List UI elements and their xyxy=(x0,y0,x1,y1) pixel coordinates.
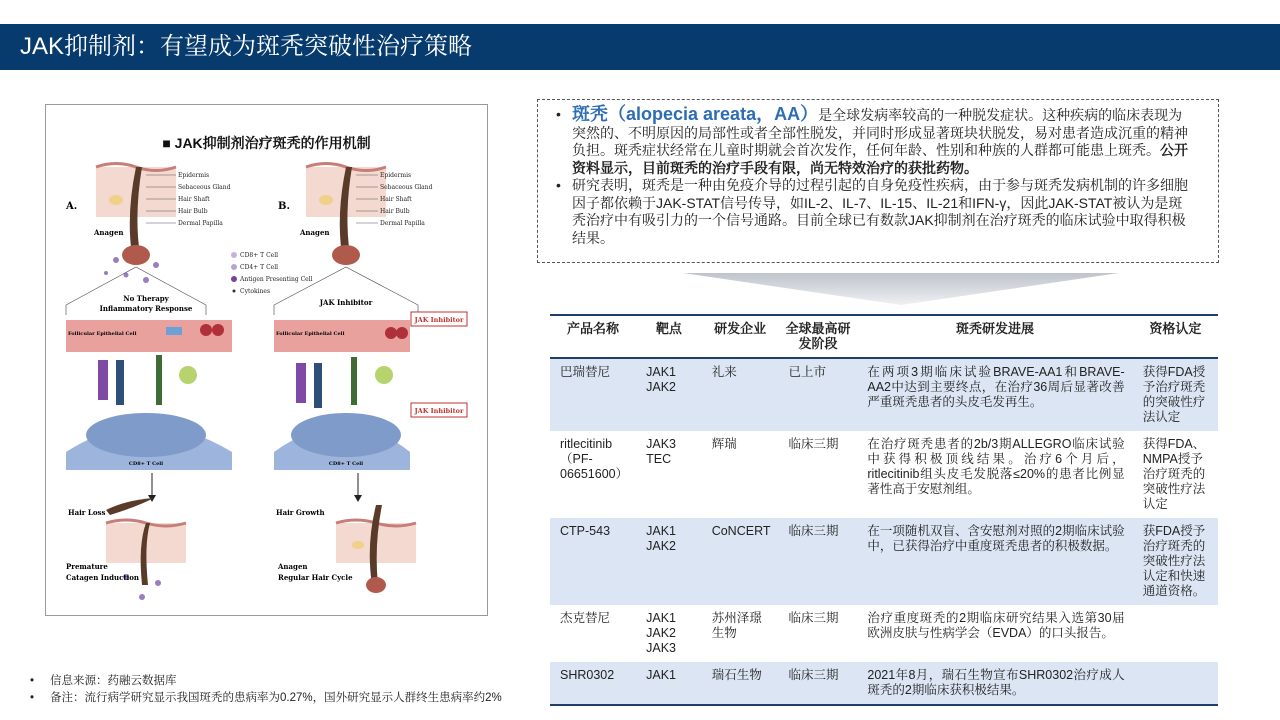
figure-title: ■ JAK抑制剂治疗斑秃的作用机制 xyxy=(162,135,371,151)
footer-source: • 信息来源：药融云数据库 xyxy=(30,675,177,687)
cell-progress: 治疗重度斑秃的2期临床研究结果入选第30届欧洲皮肤与性病学会（EVDA）的口头报告。 xyxy=(867,611,1125,640)
cell-company: 辉瑞 xyxy=(711,437,737,451)
svg-text:Premature: Premature xyxy=(66,562,108,571)
svg-text:Hair Shaft: Hair Shaft xyxy=(380,196,412,203)
svg-text:Hair Bulb: Hair Bulb xyxy=(380,208,410,215)
legend xyxy=(231,252,313,295)
col-header-progress: 斑秃研发进展 xyxy=(857,315,1132,358)
footer-note: • 备注：流行病学研究显示我国斑秃的患病率为0.27%，国外研究显示人群终生患病率约2% xyxy=(30,692,502,704)
cell-target: JAK1 JAK2 xyxy=(636,518,702,605)
cell-progress: 在治疗斑秃患者的2b/3期ALLEGRO临床试验中获得积极顶线结果。治疗6个月后，ritlecitinib组头皮毛发脱落≤20%的患者比例显著性高于安慰剂组。 xyxy=(867,437,1125,496)
svg-text:Follicular Epithelial Cell: Follicular Epithelial Cell xyxy=(68,331,137,337)
col-header-status: 资格认定 xyxy=(1133,315,1218,358)
cell-name: 杰克替尼 xyxy=(560,611,611,625)
svg-text:CD8+ T Cell: CD8+ T Cell xyxy=(128,461,164,467)
cell-progress: 在两项3期临床试验BRAVE-AA1和BRAVE-AA2中达到主要终点，在治疗36周后显著改善严重斑秃患者的头皮毛发再生。 xyxy=(857,358,1132,431)
cell-stage: 临床三期 xyxy=(779,662,858,705)
cell-status xyxy=(1133,605,1218,662)
svg-text:Antigen Presenting Cell: Antigen Presenting Cell xyxy=(240,276,313,283)
svg-text:Sebaceous Gland: Sebaceous Gland xyxy=(380,184,433,191)
table-row xyxy=(550,358,1218,431)
page-title: JAK抑制剂：有望成为斑秃突破性治疗策略 xyxy=(0,24,1280,70)
table-row xyxy=(550,662,1218,705)
svg-text:CD4+ T Cell: CD4+ T Cell xyxy=(240,264,279,271)
cell-status: 获得FDA、NMPA授予治疗斑秃的突破性疗法认定 xyxy=(1142,437,1206,511)
svg-text:Hair Growth: Hair Growth xyxy=(276,508,325,517)
cell-status: 获FDA授予治疗斑秃的突破性疗法认定和快速通道资格。 xyxy=(1133,518,1218,605)
svg-text:Dermal Papilla: Dermal Papilla xyxy=(178,220,223,227)
cell-stage: 已上市 xyxy=(779,358,858,431)
svg-text:Dermal Papilla: Dermal Papilla xyxy=(380,220,425,227)
cell-target: JAK1 xyxy=(636,662,702,705)
cell-company: CoNCERT xyxy=(702,518,779,605)
svg-text:Anagen: Anagen xyxy=(300,228,330,237)
cell-stage: 临床三期 xyxy=(788,611,839,625)
cell-status: 获得FDA授予治疗斑秃的突破性疗法认定 xyxy=(1133,358,1218,431)
svg-text:Anagen: Anagen xyxy=(278,562,308,571)
table-row xyxy=(550,518,1218,605)
svg-text:No Therapy: No Therapy xyxy=(123,294,169,303)
svg-text:Regular Hair Cycle: Regular Hair Cycle xyxy=(278,573,353,582)
panel-a-follicle xyxy=(96,164,176,266)
col-header-name: 产品名称 xyxy=(550,315,636,358)
table-row xyxy=(550,605,1218,662)
panel-b-mechanism xyxy=(274,320,410,470)
svg-text:Inflammatory Response: Inflammatory Response xyxy=(99,304,193,313)
cell-company: 礼来 xyxy=(702,358,779,431)
svg-text:Hair Shaft: Hair Shaft xyxy=(178,196,210,203)
cell-progress: 2021年8月，瑞石生物宣布SHR0302治疗成人斑秃的2期临床获积极结果。 xyxy=(857,662,1132,705)
cell-stage: 临床三期 xyxy=(779,518,858,605)
col-header-stage: 全球最高研发阶段 xyxy=(779,315,858,358)
panel-a-anagen: Anagen xyxy=(94,228,124,237)
jak-pipeline-table xyxy=(550,314,1218,706)
panel-a-mechanism xyxy=(66,320,232,470)
svg-text:Cytokines: Cytokines xyxy=(240,288,271,295)
intro-paragraph-2: • 研究表明，斑秃是一种由免疫介导的过程引起的自身免疫性疾病，由于参与斑秃发病机制的许多细胞因子都依赖于JAK-STAT信号传导，如IL-2、IL-7、IL-15、IL-21和IFN-γ，因此JAK-STAT被认为是斑秃治疗中有吸引力的一个信号通路。目前全球已有数款JAK抑制剂在治疗斑秃的临床试验中取得积极结果。 xyxy=(556,177,1188,246)
svg-text:Hair Loss: Hair Loss xyxy=(68,508,106,517)
jak-inhibitor-label-2: JAK Inhibitor xyxy=(414,407,464,415)
svg-text:Sebaceous Gland: Sebaceous Gland xyxy=(178,184,231,191)
panel-b-follicle xyxy=(306,164,433,266)
col-header-company: 研发企业 xyxy=(702,315,779,358)
cell-target: JAK3 TEC xyxy=(646,437,677,466)
down-arrow-shape xyxy=(683,273,1119,305)
cell-company: 瑞石生物 xyxy=(702,662,779,705)
svg-text:Follicular Epithelial Cell: Follicular Epithelial Cell xyxy=(276,331,345,337)
svg-text:Hair Bulb: Hair Bulb xyxy=(178,208,208,215)
cell-name: SHR0302 xyxy=(550,662,636,705)
cell-name: CTP-543 xyxy=(550,518,636,605)
cell-stage: 临床三期 xyxy=(788,437,839,451)
panel-a-label: A. xyxy=(66,201,78,212)
aa-title: 斑秃（alopecia areata，AA） xyxy=(572,104,819,124)
cell-name: 巴瑞替尼 xyxy=(550,358,636,431)
jak-inhibitor-label-1: JAK Inhibitor xyxy=(414,316,464,324)
cell-company: 苏州泽璟生物 xyxy=(711,611,762,640)
mechanism-figure xyxy=(45,104,488,616)
mechanism-diagram xyxy=(46,105,489,617)
intro-paragraph-1: • 斑秃（alopecia areata，AA）是全球发病率较高的一种脱发症状。这种疾病的临床表现为突然的、不明原因的局部性或者全部性脱发，并同时形成显著斑块状脱发，易对患者造成沉重的精神负担。斑秃症状经常在儿童时期就会首次发作，任何年龄、性别和种族的人群都可能患上斑秃。公开资料显示，目前斑秃的治疗手段有限，尚无特效治疗的获批药物。 xyxy=(556,104,1188,176)
svg-text:CD8+ T Cell: CD8+ T Cell xyxy=(240,252,279,259)
table-header-row xyxy=(550,315,1218,358)
intro-box xyxy=(537,99,1219,263)
svg-text:Epidermis: Epidermis xyxy=(178,172,210,179)
cell-target: JAK1 JAK2 JAK3 xyxy=(646,611,677,655)
cell-progress: 在一项随机双盲、含安慰剂对照的2期临床试验中，已获得治疗中重度斑秃患者的积极数据。 xyxy=(857,518,1132,605)
panel-a-hair-loss xyxy=(106,498,186,600)
svg-text:CD8+ T Cell: CD8+ T Cell xyxy=(328,461,364,467)
table-row xyxy=(550,431,1218,518)
svg-text:Epidermis: Epidermis xyxy=(380,172,412,179)
col-header-target: 靶点 xyxy=(636,315,702,358)
cell-target: JAK1 JAK2 xyxy=(636,358,702,431)
cell-name: ritlecitinib （PF-06651600） xyxy=(560,437,629,481)
cell-status xyxy=(1133,662,1218,705)
svg-text:JAK Inhibitor: JAK Inhibitor xyxy=(319,298,373,307)
svg-text:Catagen Induction: Catagen Induction xyxy=(66,573,140,582)
panel-b-label: B. xyxy=(278,201,290,212)
